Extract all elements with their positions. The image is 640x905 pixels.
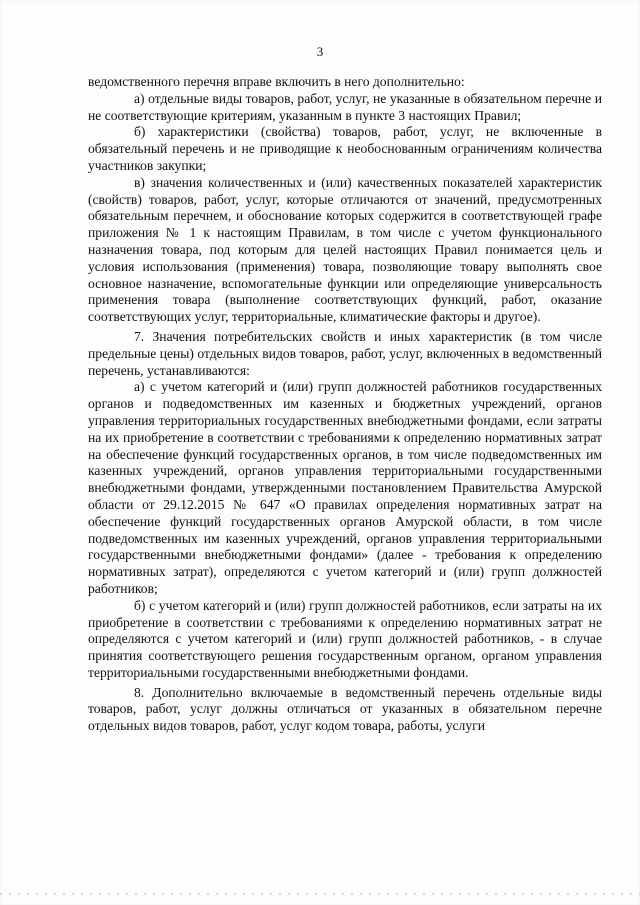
page-number: 3 xyxy=(316,44,324,59)
paragraph-a-additional-items: а) отдельные виды товаров, работ, услуг, не указанные в обязательном перечне и не соответствующие критериям, указанным в пункте 3 настоящих Правил; xyxy=(88,90,602,123)
paragraph-v-values: в) значения количественных и (или) качественных показателей характеристик (свойств) товаров, работ, услуг, которые отличаются от значений, предусмотренных обязательным перечнем, и обоснование которых содержится в соответствующей графе приложения № 1 к настоящим Правилам, в том числе с учетом функционального назначения товара, под которым для целей настоящих Правил понимается цель и условия использования (применения) товара, позволяющие товару выполнять свое основное назначение, вспомогательные функции или определяющие универсальность применения товара (выполнение соответствующих функций, работ, оказание соответствующих услуг, территориальные, климатические факторы и другое). xyxy=(88,174,602,325)
document-body xyxy=(88,74,602,735)
paragraph-7b: б) с учетом категорий и (или) групп должностей работников, если затраты на их приобретение в соответствии с требованиями к определению нормативных затрат не определяются с учетом категорий и (или) групп должностей работников, - в случае принятия соответствующего решения государственным органом, органом управления территориальными государственными внебюджетными фондами. xyxy=(88,597,602,680)
paragraph-continuation: ведомственного перечня вправе включить в него дополнительно: xyxy=(88,74,465,89)
paragraph-b-characteristics: б) характеристики (свойства) товаров, работ, услуг, не включенные в обязательный перечень и не приводящие к необоснованным ограничениям количества участников закупки; xyxy=(88,124,602,173)
paragraph-7a: а) с учетом категорий и (или) групп должностей работников государственных органов и подведомственных им казенных и бюджетных учреждений, органов управления территориальных государственных внебюджетными фондами, если затраты на их приобретение в соответствии с требованиями к определению нормативных затрат на обеспечение функций государственных органов, в том числе подведомственных им казенных учреждений, органов управления территориальными государственными внебюджетными фондами, утвержденными постановлением Правительства Амурской области от 29.12.2015 № 647 «О правилах определения нормативных затрат на обеспечение функций государственных органов Амурской области, в том числе подведомственных им казенных учреждений, органов управления территориальными государственными внебюджетными фондами» (далее - требования к определению нормативных затрат), определяются с учетом категорий и (или) групп должностей работников; xyxy=(88,379,602,596)
scan-artifact-line xyxy=(0,893,640,895)
paragraph-item-7: 7. Значения потребительских свойств и иных характеристик (в том числе предельные цены) отдельных видов товаров, работ, услуг, включенных в ведомственный перечень, устанавливаются: xyxy=(88,328,603,378)
paragraph-item-8: 8. Дополнительно включаемые в ведомственный перечень отдельные виды товаров, работ, услуг должны отличаться от указанных в обязательном перечне отдельных видов товаров, работ, услуг кодом товара, работы, услуги xyxy=(88,684,602,734)
